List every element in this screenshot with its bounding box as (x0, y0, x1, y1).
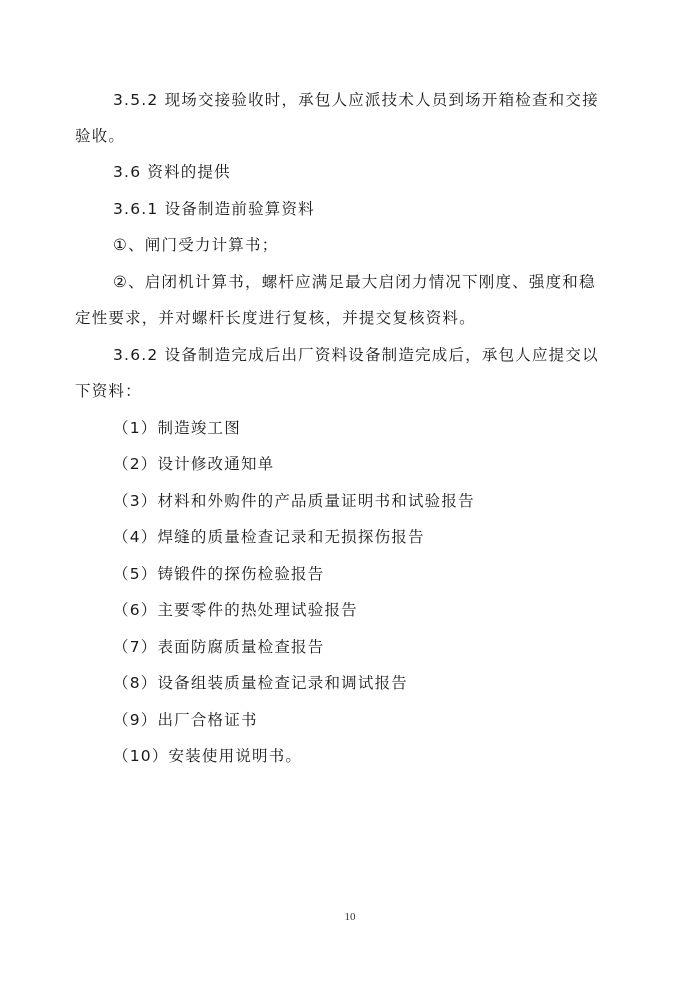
paragraph-3-5-2-line-1: 3.5.2 现场交接验收时，承包人应派技术人员到场开箱检查和交接 (113, 91, 599, 109)
list-item: （1）制造竣工图 (113, 419, 241, 437)
list-item: （5）铸锻件的探伤检验报告 (113, 565, 325, 583)
item-circled-2-line-1: ②、启闭机计算书，螺杆应满足最大启闭力情况下刚度、强度和稳 (113, 273, 596, 291)
item-circled-2-line-2: 定性要求，并对螺杆长度进行复核，并提交复核资料。 (75, 309, 476, 327)
list-item: （6）主要零件的热处理试验报告 (113, 601, 358, 619)
page-number: 10 (344, 911, 356, 923)
item-circled-1: ①、闸门受力计算书； (113, 236, 279, 254)
list-item: （8）设备组装质量检查记录和调试报告 (113, 674, 408, 692)
list-item: （7）表面防腐质量检查报告 (113, 638, 325, 656)
paragraph-3-5-2-line-2: 验收。 (75, 127, 126, 145)
list-item: （4）焊缝的质量检查记录和无损探伤报告 (113, 528, 425, 546)
list-item: （9）出厂合格证书 (113, 711, 258, 729)
section-3-6-heading: 3.6 资料的提供 (113, 163, 231, 181)
list-item: （2）设计修改通知单 (113, 455, 275, 473)
section-3-6-1-heading: 3.6.1 设备制造前验算资料 (113, 200, 315, 218)
list-item: （10）安装使用说明书。 (113, 747, 303, 765)
list-item: （3）材料和外购件的产品质量证明书和试验报告 (113, 492, 475, 510)
paragraph-3-6-2-line-2: 下资料： (75, 382, 142, 400)
paragraph-3-6-2-line-1: 3.6.2 设备制造完成后出厂资料设备制造完成后，承包人应提交以 (113, 346, 599, 364)
